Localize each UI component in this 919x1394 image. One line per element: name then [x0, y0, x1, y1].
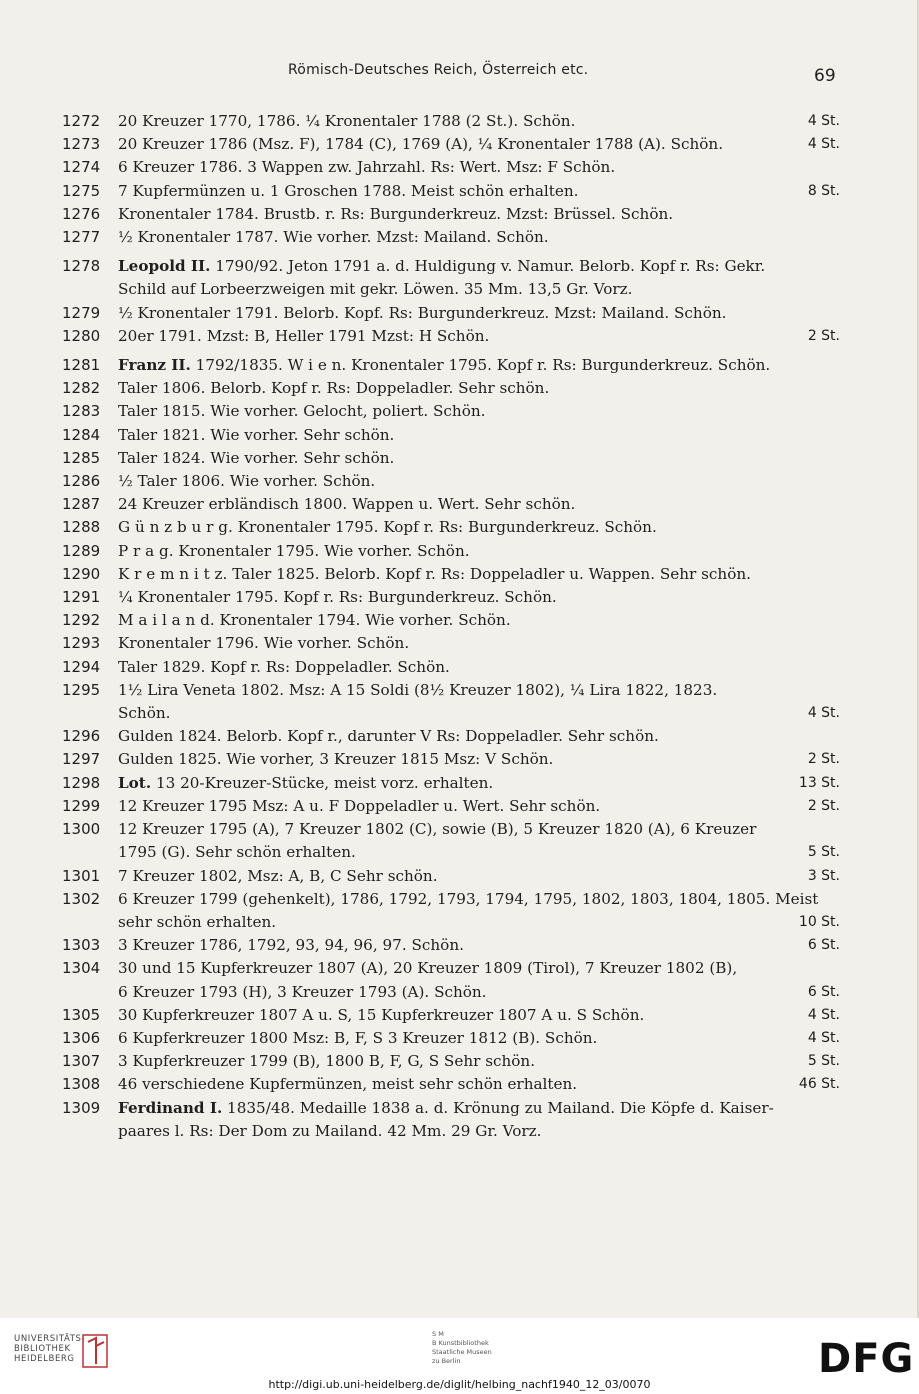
lot-entry: [62, 725, 840, 748]
lot-text: 6 Kreuzer 1786. 3 Wappen zw. Jahrzahl. Rs: Wert. Msz: F Schön.: [118, 158, 616, 177]
lot-text: ¼ Kronentaler 1795. Kopf r. Rs: Burgunderkreuz. Schön.: [118, 588, 557, 607]
lot-entry: [62, 563, 840, 586]
lot-number: 1286: [62, 472, 101, 491]
lot-entry: [62, 865, 840, 888]
lot-number: 1294: [62, 657, 101, 676]
lot-continuation-text: 1795 (G). Sehr schön erhalten.: [118, 843, 356, 862]
lot-number: 1281: [62, 356, 101, 375]
lot-text: 3 Kupferkreuzer 1799 (B), 1800 B, F, G, S Sehr schön.: [118, 1052, 536, 1071]
lot-entry: [62, 516, 840, 539]
lot-number: 1307: [62, 1052, 101, 1071]
lot-description: [118, 748, 840, 771]
ruler-name: Franz II.: [118, 356, 191, 375]
lot-entry: [62, 447, 840, 470]
lot-number: 1290: [62, 564, 101, 583]
lot-description: [118, 156, 840, 179]
lot-description: [118, 656, 840, 679]
lot-entry: [62, 679, 840, 725]
lot-entry: [62, 133, 840, 156]
lot-entry: [62, 180, 840, 203]
lot-description: [118, 563, 840, 586]
lot-description: [118, 888, 840, 911]
lot-quantity: 2 St.: [807, 751, 840, 768]
lot-text: 6 Kreuzer 1799 (gehenkelt), 1786, 1792, 1793, 1794, 1795, 1802, 1803, 1804, 1805. Meist: [118, 889, 819, 908]
lot-continuation: [118, 1120, 840, 1143]
lot-number: 1305: [62, 1005, 101, 1024]
lot-continuation-text: Schön.: [118, 704, 171, 723]
lot-continuation: [118, 702, 840, 725]
lot-description: [118, 632, 840, 655]
lot-entry: [62, 1050, 840, 1073]
lot-continuation-text: paares l. Rs: Der Dom zu Mailand. 42 Mm. 29 Gr. Vorz.: [118, 1121, 542, 1140]
lot-number: 1308: [62, 1075, 101, 1094]
ruler-name: Lot.: [118, 773, 152, 792]
lot-number: 1291: [62, 588, 101, 607]
lot-description: [118, 354, 840, 377]
library-line: BIBLIOTHEK: [14, 1344, 71, 1354]
library-line: UNIVERSITÄTS-: [14, 1334, 86, 1344]
lot-number: 1276: [62, 204, 101, 223]
lot-description: [118, 957, 840, 980]
lot-description: [118, 725, 840, 748]
page-number: 69: [814, 66, 836, 86]
lot-quantity: 4 St.: [807, 705, 840, 722]
lot-text: 1792/1835. W i e n. Kronentaler 1795. Kopf r. Rs: Burgunderkreuz. Schön.: [190, 356, 771, 375]
lot-description: [118, 679, 840, 702]
lot-description: [118, 133, 840, 156]
museum-stamp: [432, 1330, 492, 1366]
lot-text: Kronentaler 1784. Brustb. r. Rs: Burgunderkreuz. Mzst: Brüssel. Schön.: [118, 204, 674, 223]
lot-text: Taler 1824. Wie vorher. Sehr schön.: [118, 448, 395, 467]
lot-text: G ü n z b u r g. Kronentaler 1795. Kopf r. Rs: Burgunderkreuz. Schön.: [118, 518, 657, 537]
lot-text: 12 Kreuzer 1795 (A), 7 Kreuzer 1802 (C), sowie (B), 5 Kreuzer 1820 (A), 6 Kreuzer: [118, 820, 757, 839]
lot-entry: [62, 609, 840, 632]
lot-quantity: 5 St.: [807, 844, 840, 861]
ruler-name: Leopold II.: [118, 257, 211, 276]
lot-number: 1273: [62, 135, 101, 154]
lot-entry: [62, 818, 840, 864]
lot-description: [118, 470, 840, 493]
lot-entry: [62, 226, 840, 249]
lot-number: 1298: [62, 773, 101, 792]
lot-entry: [62, 1027, 840, 1050]
lot-text: Taler 1829. Kopf r. Rs: Doppeladler. Schön.: [118, 657, 450, 676]
viewer-footer: [0, 1318, 919, 1394]
lot-number: 1277: [62, 228, 101, 247]
lot-entry: [62, 470, 840, 493]
lot-text: Taler 1806. Belorb. Kopf r. Rs: Doppeladler. Sehr schön.: [118, 379, 550, 398]
lot-text: K r e m n i t z. Taler 1825. Belorb. Kopf r. Rs: Doppeladler u. Wappen. Sehr schön.: [118, 564, 751, 583]
lot-continuation: [118, 278, 840, 301]
lot-quantity: 8 St.: [807, 182, 840, 199]
lot-text: 13 20-Kreuzer-Stücke, meist vorz. erhalten.: [151, 773, 494, 792]
lot-entry: [62, 1073, 840, 1096]
lot-continuation: [118, 841, 840, 864]
lot-description: [118, 226, 840, 249]
lot-description: [118, 255, 840, 278]
stamp-line: zu Berlin: [432, 1357, 461, 1365]
lot-description: [118, 110, 840, 133]
lot-text: 24 Kreuzer erbländisch 1800. Wappen u. Wert. Sehr schön.: [118, 495, 576, 514]
lot-quantity: 3 St.: [807, 867, 840, 884]
lot-text: Taler 1815. Wie vorher. Gelocht, poliert. Schön.: [118, 402, 486, 421]
lot-number: 1288: [62, 518, 101, 537]
lot-number: 1289: [62, 541, 101, 560]
lot-entry: [62, 957, 840, 1003]
lot-continuation-text: Schild auf Lorbeerzweigen mit gekr. Löwen. 35 Mm. 13,5 Gr. Vorz.: [118, 280, 633, 299]
lot-description: [118, 818, 840, 841]
permalink-url[interactable]: http://digi.ub.uni-heidelberg.de/diglit/helbing_nachf1940_12_03/0070: [268, 1378, 651, 1391]
lot-quantity: 4 St.: [807, 1029, 840, 1046]
lot-quantity: 2 St.: [807, 797, 840, 814]
lot-quantity: 4 St.: [807, 136, 840, 153]
lot-entry: [62, 203, 840, 226]
lot-number: 1300: [62, 820, 101, 839]
lot-entry: [62, 586, 840, 609]
lot-number: 1303: [62, 936, 101, 955]
dfg-logo[interactable]: DFG: [818, 1336, 915, 1382]
lot-quantity: 10 St.: [798, 913, 840, 930]
lot-entry: [62, 1004, 840, 1027]
lot-quantity: 5 St.: [807, 1053, 840, 1070]
lot-description: [118, 540, 840, 563]
lot-description: [118, 609, 840, 632]
lot-entry: [62, 748, 840, 771]
lot-description: [118, 180, 840, 203]
lot-entry: [62, 632, 840, 655]
lot-text: 12 Kreuzer 1795 Msz: A u. F Doppeladler u. Wert. Sehr schön.: [118, 796, 601, 815]
lot-entry: [62, 110, 840, 133]
lot-description: [118, 934, 840, 957]
lot-number: 1302: [62, 889, 101, 908]
lot-text: 30 Kupferkreuzer 1807 A u. S, 15 Kupferkreuzer 1807 A u. S Schön.: [118, 1005, 645, 1024]
lot-number: 1279: [62, 303, 101, 322]
lot-description: [118, 1050, 840, 1073]
lot-text: 7 Kreuzer 1802, Msz: A, B, C Sehr schön.: [118, 866, 438, 885]
stamp-line: Staatliche Museen: [432, 1348, 492, 1356]
lot-number: 1309: [62, 1098, 101, 1117]
lot-text: P r a g. Kronentaler 1795. Wie vorher. Schön.: [118, 541, 470, 560]
lot-number: 1295: [62, 680, 101, 699]
lot-description: [118, 1097, 840, 1120]
lot-text: 1½ Lira Veneta 1802. Msz: A 15 Soldi (8½ Kreuzer 1802), ¼ Lira 1822, 1823.: [118, 680, 718, 699]
lot-number: 1284: [62, 425, 101, 444]
lot-number: 1299: [62, 796, 101, 815]
lot-description: [118, 1004, 840, 1027]
lot-number: 1297: [62, 750, 101, 769]
lot-entry: [62, 156, 840, 179]
lot-quantity: 6 St.: [807, 937, 840, 954]
lot-number: 1287: [62, 495, 101, 514]
lot-number: 1285: [62, 448, 101, 467]
lot-entry: [62, 302, 840, 325]
lot-text: 3 Kreuzer 1786, 1792, 93, 94, 96, 97. Schön.: [118, 936, 464, 955]
university-library-logo[interactable]: [14, 1334, 85, 1364]
lot-number: 1274: [62, 158, 101, 177]
lot-entry: [62, 493, 840, 516]
lot-description: [118, 424, 840, 447]
lot-number: 1301: [62, 866, 101, 885]
lot-entry: [62, 255, 840, 301]
lot-entry: [62, 377, 840, 400]
lot-entry: [62, 354, 840, 377]
lot-entry: [62, 888, 840, 934]
lot-entry: [62, 795, 840, 818]
lot-number: 1282: [62, 379, 101, 398]
lot-text: 6 Kupferkreuzer 1800 Msz: B, F, S 3 Kreuzer 1812 (B). Schön.: [118, 1028, 598, 1047]
lot-number: 1283: [62, 402, 101, 421]
lot-description: [118, 586, 840, 609]
lot-text: ½ Kronentaler 1787. Wie vorher. Mzst: Mailand. Schön.: [118, 228, 549, 247]
lot-continuation-text: sehr schön erhalten.: [118, 912, 277, 931]
lot-quantity: 2 St.: [807, 327, 840, 344]
lot-entry: [62, 934, 840, 957]
lot-description: [118, 400, 840, 423]
lot-description: [118, 377, 840, 400]
lot-quantity: 4 St.: [807, 1006, 840, 1023]
lot-number: 1304: [62, 959, 101, 978]
lot-description: [118, 772, 840, 795]
lot-description: [118, 203, 840, 226]
lot-text: 1835/48. Medaille 1838 a. d. Krönung zu Mailand. Die Köpfe d. Kaiser-: [222, 1098, 774, 1117]
lot-entry: [62, 656, 840, 679]
lot-entry: [62, 400, 840, 423]
lot-entry: [62, 325, 840, 348]
lot-number: 1306: [62, 1028, 101, 1047]
lot-description: [118, 493, 840, 516]
lot-text: 7 Kupfermünzen u. 1 Groschen 1788. Meist schön erhalten.: [118, 181, 579, 200]
lot-text: 1790/92. Jeton 1791 a. d. Huldigung v. Namur. Belorb. Kopf r. Rs: Gekr.: [210, 257, 766, 276]
lot-text: 46 verschiedene Kupfermünzen, meist sehr schön erhalten.: [118, 1075, 578, 1094]
page-header: [0, 62, 917, 88]
stamp-line: S M: [432, 1330, 444, 1338]
lot-entry: [62, 1097, 840, 1143]
lot-number: 1296: [62, 727, 101, 746]
lot-text: ½ Taler 1806. Wie vorher. Schön.: [118, 472, 376, 491]
lot-description: [118, 516, 840, 539]
lot-description: [118, 795, 840, 818]
running-title: Römisch-Deutsches Reich, Österreich etc.: [288, 62, 589, 78]
lot-text: Gulden 1824. Belorb. Kopf r., darunter V Rs: Doppeladler. Sehr schön.: [118, 727, 659, 746]
lot-text: Kronentaler 1796. Wie vorher. Schön.: [118, 634, 410, 653]
library-line: HEIDELBERG: [14, 1354, 75, 1364]
lot-number: 1293: [62, 634, 101, 653]
lot-quantity: 4 St.: [807, 113, 840, 129]
lot-text: ½ Kronentaler 1791. Belorb. Kopf. Rs: Burgunderkreuz. Mzst: Mailand. Schön.: [118, 303, 727, 322]
lot-number: 1275: [62, 181, 101, 200]
lot-text: 20 Kreuzer 1786 (Msz. F), 1784 (C), 1769 (A), ¼ Kronentaler 1788 (A). Schön.: [118, 135, 724, 154]
lot-description: [118, 325, 840, 348]
lot-text: M a i l a n d. Kronentaler 1794. Wie vorher. Schön.: [118, 611, 511, 630]
lot-quantity: 46 St.: [798, 1076, 840, 1093]
lot-text: Taler 1821. Wie vorher. Sehr schön.: [118, 425, 395, 444]
lot-description: [118, 447, 840, 470]
lot-text: 30 und 15 Kupferkreuzer 1807 (A), 20 Kreuzer 1809 (Tirol), 7 Kreuzer 1802 (B),: [118, 959, 738, 978]
lot-entry: [62, 540, 840, 563]
lot-continuation-text: 6 Kreuzer 1793 (H), 3 Kreuzer 1793 (A). Schön.: [118, 982, 487, 1001]
lot-text: Gulden 1825. Wie vorher, 3 Kreuzer 1815 Msz: V Schön.: [118, 750, 554, 769]
lot-quantity: 13 St.: [798, 774, 840, 791]
stamp-line: B Kunstbibliothek: [432, 1339, 489, 1347]
lot-description: [118, 302, 840, 325]
lot-continuation: [118, 981, 840, 1004]
lot-number: 1280: [62, 326, 101, 345]
lot-description: [118, 1073, 840, 1096]
ruler-name: Ferdinand I.: [118, 1098, 223, 1117]
lot-continuation: [118, 911, 840, 934]
lot-description: [118, 1027, 840, 1050]
lot-number: 1278: [62, 257, 101, 276]
lot-number: 1292: [62, 611, 101, 630]
library-emblem-icon: [82, 1334, 108, 1368]
lot-entry: [62, 772, 840, 795]
lot-entry: [62, 424, 840, 447]
lot-list: [62, 110, 840, 1143]
lot-text: 20er 1791. Mzst: B, Heller 1791 Mzst: H Schön.: [118, 326, 490, 345]
lot-text: 20 Kreuzer 1770, 1786. ¼ Kronentaler 1788 (2 St.). Schön.: [118, 112, 576, 130]
lot-number: 1272: [62, 112, 101, 130]
lot-quantity: 6 St.: [807, 983, 840, 1000]
lot-description: [118, 865, 840, 888]
